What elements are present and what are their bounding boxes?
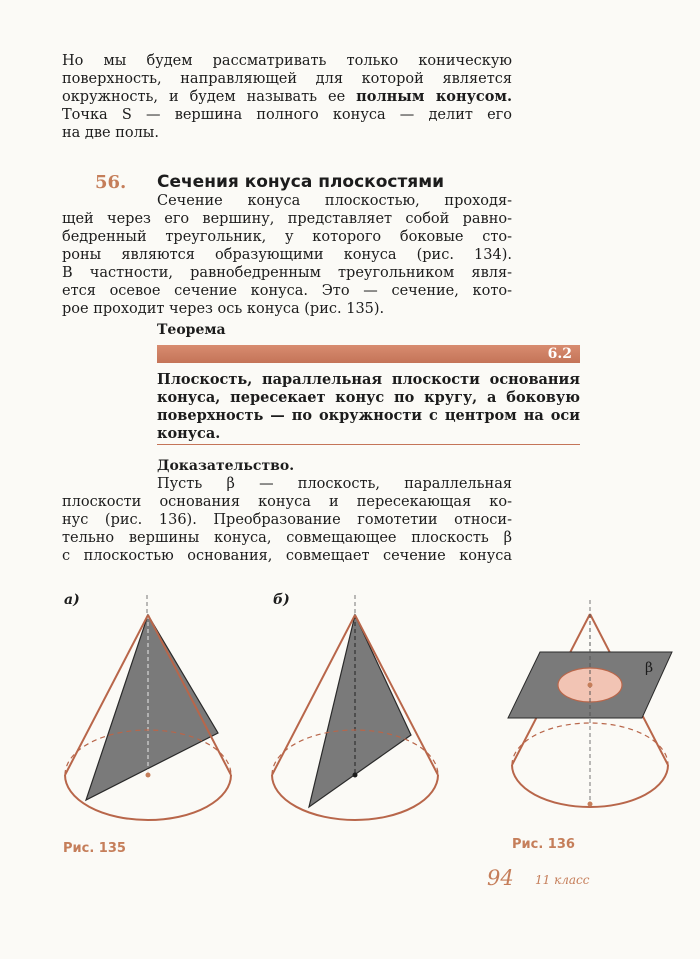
- theorem-line: конуса.: [157, 425, 221, 442]
- figure-a-label: а): [64, 592, 80, 608]
- axial-section-triangle: [309, 615, 411, 807]
- cone-figure-a: [55, 595, 245, 830]
- theorem-line: Плоскость, параллельная плоскости основания: [157, 371, 580, 388]
- proof-line: нус (рис. 136). Преобразование гомотетии относи-: [62, 512, 512, 528]
- figure-b-label: б): [273, 592, 290, 608]
- intro-line: [62, 88, 512, 106]
- theorem-statement: [157, 371, 580, 443]
- theorem-bar: [157, 345, 580, 363]
- section-title: Сечения конуса плоскостями: [157, 172, 445, 192]
- proof-line: Пусть β — плоскость, параллельная: [157, 476, 512, 492]
- intro-line: Точка S — вершина полного конуса — делит его: [62, 107, 512, 123]
- section-line: роны являются образующими конуса (рис. 134).: [62, 247, 512, 263]
- intro-line: на две полы.: [62, 125, 159, 141]
- axial-section-triangle: [86, 615, 218, 800]
- intro-paragraph: [62, 52, 512, 142]
- intro-line-text: окружность, и будем называть ее: [62, 89, 357, 105]
- section-line: В частности, равнобедренным треугольником явля-: [62, 265, 512, 281]
- proof-line: плоскости основания конуса и пересекающая ко-: [62, 494, 512, 510]
- theorem-divider: [157, 444, 580, 445]
- cone-figure-b: [265, 595, 455, 830]
- base-center-point: [146, 773, 151, 778]
- grade-label: 11 класс: [535, 873, 590, 887]
- theorem-line: конуса, пересекает конус по кругу, а боковую: [157, 389, 580, 406]
- caption-fig-136: Рис. 136: [512, 837, 575, 852]
- section-line: ется осевое сечение конуса. Это — сечение, кото-: [62, 283, 512, 299]
- base-center-point: [588, 802, 593, 807]
- base-front-arc: [272, 775, 438, 820]
- cone-figure-plane-section: [500, 600, 690, 825]
- intro-line: поверхность, направляющей для которой является: [62, 71, 512, 87]
- proof-line: с плоскостью основания, совмещает сечение конуса: [62, 548, 512, 564]
- theorem-label: Теорема: [157, 322, 226, 338]
- proof-label: Доказательство.: [157, 458, 295, 474]
- page-number: 94: [487, 866, 514, 890]
- proof-line: тельно вершины конуса, совмещающее плоскость β: [62, 530, 512, 546]
- section-number: 56.: [95, 172, 127, 193]
- intro-line: Но мы будем рассматривать только коническую: [62, 53, 512, 69]
- plane-beta-label: β: [645, 660, 654, 676]
- section-line: Сечение конуса плоскостью, проходя-: [157, 193, 512, 209]
- theorem-line: поверхность — по окружности с центром на оси: [157, 407, 580, 424]
- base-center-point: [353, 773, 358, 778]
- proof-paragraph: [62, 475, 512, 565]
- section-line: бедренный треугольник, у которого боковые сто-: [62, 229, 512, 245]
- section-paragraph: [62, 192, 512, 318]
- section-center-point: [588, 683, 593, 688]
- theorem-number: 6.2: [547, 346, 572, 362]
- section-line: щей через его вершину, представляет собой равно-: [62, 211, 512, 227]
- caption-fig-135: Рис. 135: [63, 841, 126, 856]
- bold-term: полным конусом.: [356, 88, 513, 105]
- section-line: рое проходит через ось конуса (рис. 135).: [62, 301, 385, 317]
